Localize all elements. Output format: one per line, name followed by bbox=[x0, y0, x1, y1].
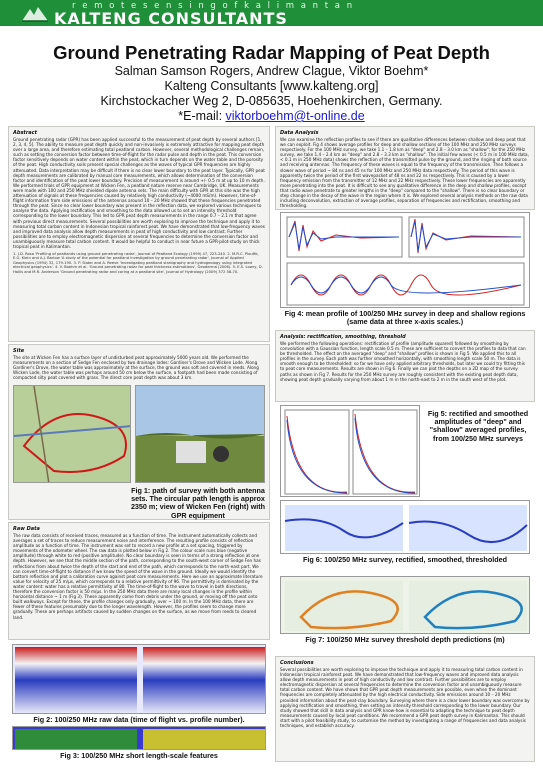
fig7-maps bbox=[281, 577, 530, 634]
header-banner bbox=[0, 0, 543, 26]
analysis-box bbox=[275, 126, 535, 210]
poster-title: Ground Penetrating Radar Mapping of Peat Depth bbox=[53, 42, 490, 63]
fig1-map bbox=[13, 385, 131, 483]
conclusions-heading: Conclusions bbox=[280, 660, 314, 666]
rectification-body: We performed the following operations: rectification of profile (amplitude squared) followed by smoothing by convolution with a Gaussian function, length scale 0.5 m. These are sufficient to convert the profiles to data that can be thresholded. The effect on the averaged "deep" and "shallow" profiles is shown in Fig 5. We applied this to all profiles in the survey. Each path was further smoothed horizontally, with smoothing length scale 50 m. The data is smooth enough to be thresholded: so far we have only applied arbitrary thresholds, but later we could try fitting this to peat core measurements. Results are shown in Fig 6. Finally we can plot the depths on a 2D map of the survey paths as shown in Fig 7. Results for the 250 MHz survey are roughly consistent with the existing peat depth data, showing peat depth gradually varying from about 1 m in the north-east to 2 m in the south west of the plot. bbox=[280, 341, 526, 382]
site-body: The site at Wicken Fen has a surface layer of undisturbed peat approximately 5000 years old. We performed the measurements on a section of Sedge Fen enclosed by two drainage lodes: Gardiner's Drove and Wicken Lode. Along Gardiner's Drove, the water table was approximately at the surface, the ground was soft and covered in reeds. Along Wicken Lode, the water table was perhaps around 50 cm below the surface, a footpath had been made consisting of compacted silty peat covered with grass. The direct core peat depth was about 3 km. bbox=[13, 355, 259, 381]
fig7-caption: Fig 7: 100/250 MHz survey threshold depth predictions (m) bbox=[305, 635, 505, 644]
rectification-box bbox=[275, 330, 535, 402]
brand-name: KALTENG CONSULTANTS bbox=[54, 9, 288, 26]
tagline: r e m o t e s e n s i n g o f k a l i m a n t a n bbox=[72, 1, 355, 11]
fig1-photo-graphic bbox=[136, 386, 265, 483]
fig1-map-graphic bbox=[14, 386, 131, 483]
fig4-caption: Fig 4: mean profile of 100/250 MHz survey in deep and shallow regions (same data at three x-axis scales.) bbox=[284, 309, 526, 327]
abstract-body: Ground penetrating radar (GPR) has been applied successful to the measurement of peat depth by several authors [1, 2, 3, 4, 5]. The ability to measure peat depth quickly and non-invasively is extremely attractive for mapping peat depth over a large area, and therefore estimating total peatland carbon. However, several methodological challenges remain, such as setting the conversion factor between time-of-flight for the radar pulse and depth in the peat. This conversion factor sensitively depends on water content within the peat, which in turn depends on the water table and the porosity of the peat. High conductivity soils present special challenges as the waves of typical GPR frequencies are highly attenuated. Data interpretation may be difficult if there is no clear lower boundary to the peat layer. Typically, GPR peat depth measurements are calibrated by manual core measurements, which allows determination of the conversion factor and identification of the peat lower boundary. Precision of measurement is around +/- 0.5 m at up to 10 m depth. We performed trials of GPR equipment at Wicken Fen, a peatland nature reserve near Cambridge, UK. Measurements were made with 100 and 250 MHz shielded dipole antenna sets. The main difficulty with GPR at this site was the high attenuation of signals at these frequencies caused by relatively high conductivity (~4000 mS/m). However, time-of-flight information from side emissions of the antennas around 10 – 20 MHz showed that these frequencies penetrated through the peat. Since no clear lower boundary was present in the reflection data, we explored various techniques to analyse the data. Applying rectification and smoothing to the data allowed us to set an intensity threshold corresponding to the lower boundary. This led to GPR peat depth measurements in the range 0.7 – 2.1 m that agree with previous direct measurements. Several possibilities are worth exploring to improve the technique and apply it to measuring total carbon content in Indonesian tropical rainforest peat. We have demonstrated that low-frequency waves and improved data analysis allow depth measurements in peat of high conductivity and low contrast. Further possibilities are to employ electromagnetic dispersion at several frequencies to determine the conversion factor and unambiguously measure total carbon content. It would be helpful to conduct in near future a GPR-pilot-study on thick tropical peat in Kalimantan. bbox=[13, 137, 265, 249]
fig4-image bbox=[280, 212, 530, 308]
fig7-image bbox=[280, 576, 530, 634]
fig2-caption: Fig 2: 100/250 MHz raw data (time of flight vs. profile number). bbox=[33, 715, 245, 724]
rawdata-heading: Raw Data bbox=[13, 526, 40, 532]
fig5-plots bbox=[281, 406, 420, 497]
rawdata-box bbox=[8, 522, 270, 640]
fig1-photo bbox=[135, 385, 265, 483]
address: Kirchstockacher Weg 2, D-085635, Hoehenkirchen, Germany. bbox=[100, 94, 443, 108]
fig2-radargram bbox=[13, 645, 266, 714]
affiliation: Kalteng Consultants [www.kalteng.org] bbox=[164, 79, 379, 93]
fig4-panel-250mhz bbox=[409, 217, 524, 257]
fig6-plots bbox=[281, 501, 530, 554]
fig3-radargram bbox=[13, 727, 266, 750]
fig6-caption: Fig 6: 100/250 MHz survey, rectified, smoothed, thresholded bbox=[303, 555, 507, 564]
fig4-panel-zoom bbox=[287, 263, 524, 305]
site-box bbox=[8, 344, 270, 520]
fig5-caption: Fig 5: rectified and smoothed amplitudes of "deep" and "shallow" averaged profiles, from 100/250 MHz surveys bbox=[427, 409, 529, 443]
email-link[interactable]: viktorboehm@t-online.de bbox=[225, 109, 365, 123]
fig1-caption: Fig 1: path of survey with both antenna sets. The circular path length is approx 2350 m; view of Wicken Fen (right) with GPR equipment bbox=[130, 486, 266, 520]
abstract-box bbox=[8, 126, 270, 342]
conclusions-box bbox=[275, 656, 535, 762]
site-heading: Site bbox=[13, 348, 25, 354]
fig6-image bbox=[280, 500, 530, 554]
email-label: *E-mail: bbox=[178, 109, 226, 123]
authors: Salman Samson Rogers, Andrew Clague, Viktor Boehm* bbox=[114, 64, 429, 78]
fig4-panel-100mhz bbox=[287, 217, 402, 257]
conclusions-body: Several possibilities are worth exploring to improve the technique and apply it to measuring total carbon content in Indonesian tropical rainforest peat. We have demonstrated that low-frequency waves and improved data analysis allow depth measurements in peat of high conductivity and low contrast. Further possibilities are to employ electromagnetic dispersion at several frequencies to determine the conversion factor and unambiguously measure total carbon content. We have shown that GPR peat depth measurements are possible, even when the dominant frequencies are completely attenuated by the high electrical conductivity. Side emissions around 10 – 20 MHz provided information about the peat-clay boundary. Surveying where there is a clear lower boundary was overcome by applying rectification and smoothing, then setting an intensity threshold corresponding to the lower boundary. Our study showed that skill in data analysis and GPR know-how is essential to adapting the technique to peat depth measurements caused by local peat conditions. We recommend a GPR peat depth survey in Kalimantan. This should start with a pilot feasibility study, to customise the method by investigating a range of frequencies and data analysis techniques, and establish accuracy. bbox=[280, 667, 530, 729]
rectification-heading: Analysis: rectification, smoothing, threshold bbox=[280, 334, 406, 340]
email-line bbox=[0, 109, 543, 123]
references: 1. J.D. Rosa 'Profiling of peatlands using ground penetrating radar', Journal of Peatland Ecology (1999) 47, 223-240. 2. M.R.C. Plouffe, E.G. Klein and A.J. Barlow 'A study of the potential for peatland investigation by ground penetrating radar', Journal of Applied Geophysics (1994) 32, 179-190. 3. P. Slater and A. Reeve 'Investigating peatland stratigraphy and hydrogeology using integrated electrical geophysics'. 4. V. Boehm et al. 'Ground penetrating radar for peat thickness estimations', Geoderma (2006). 5. E.S. Lowry, D. Hollis and M.R. Anderson 'Ground penetrating radar and coring at a peatland site', Journal of Hydrology (2009) 372 58-70. bbox=[13, 252, 263, 274]
abstract-heading: Abstract bbox=[13, 130, 38, 136]
fig5-image bbox=[280, 405, 420, 497]
fig4-plots bbox=[281, 213, 530, 308]
fig3-image bbox=[12, 726, 266, 750]
rawdata-body: The raw data consists of received traces, measured as a function of time. The instrument automatically collects and averages a set of traces to reduce measurement noise and interference. The resulting profile consists of reflection amplitude as a function of time. The instrument was set to record a new profile at a set spacing, triggered by movements of the odometer wheel. The raw data is plotted below in Fig 2. The colour scale runs blue (negative amplitude) through white to red (positive amplitude). No clear boundary is seen in terms of a strong reflection at one depth. However, we see that the middle section of the path, corresponding to the south-west corner of Sedge Fen has reflections from about twice the depth of the start and end of the path, which corresponds to the north-east part. We can convert time-of-flight to distance if we know the speed of the wave in the ground. Ideally we would identify the bottom reflection and plot a calibration curve against peat core measurements. Here we use an approximate literature value for velocity of 25 m/µs, which corresponds to a relative permittivity of 96. The permittivity is dominated by the water content: water has a relative permittivity of 80. The time-of-flight to the wave to travel in both directions, therefore the conversion factor is 50 m/µs. In the 250 MHz data there are many local changes in the profile within horizontal distance ~ 1 m (Fig 3). These apparently come from debris under the ground, or moving off the peat onto built walkways. Except for these, the profile changes only gradually, over ~ 100 m. In the 100 MHz data, there are fewer of these features presumably due to the longer wavelength. However, the profiles seem to change more gradually. These are perhaps artifacts caused by sudden changes on the surface, as we move from reeds to cleared land. bbox=[13, 533, 263, 620]
analysis-body: We can examine the reflection profiles to see if there are qualitative differences between shallow and deep peat that we can exploit. Fig 4 shows average profiles for deep and shallow sections of the 100 MHz and 250 MHz surveys respectively. For the 100 MHz survey, we take 1.1 – 1.8 km as "deep" and 2.8 – 3.0 km as "shallow"; for the 250 MHz survey, we take 1.4 – 2.4 km as "deep" and 2.8 – 3.3 km as "shallow". The initial few waves (< 0.5 m in 100 MHz data, < 0.1 m in 250 MHz data) shows the reflection of the transmitted pulse by the ground, and the ringing of both source and receiving antennas. The frequency of these waves is equal to the frequency of the transmission. Then follows a slower wave of period ~ 84 ns and 45 ns for 100 MHz and 250 MHz data respectively. The period of this wave is apparently twice the period of the first wavepacket of 48 ns and 22 ns respectively. This is caused by a lower frequency emission from the transmitter of 12 MHz and 22 MHz respectively. These lower frequencies are apparently more penetrating into the peat. It is difficult to see any qualitative difference in the deep and shallow profiles, except that radio wave penetrate to greater lengths in the "deep" compared to the "shallow". There is no clear boundary or step change in the decay of the wave in the region where it is. We explored several analysis methods on the raw data including deconvolution, extraction of average profiles, separation of frequencies and rectification, smoothing and thresholding. bbox=[280, 137, 529, 209]
fig3-caption: Fig 3: 100/250 MHz short length-scale features bbox=[60, 751, 218, 760]
analysis-heading: Data Analysis bbox=[280, 130, 319, 136]
fig2-image bbox=[12, 644, 266, 714]
kalteng-logo bbox=[20, 5, 50, 23]
